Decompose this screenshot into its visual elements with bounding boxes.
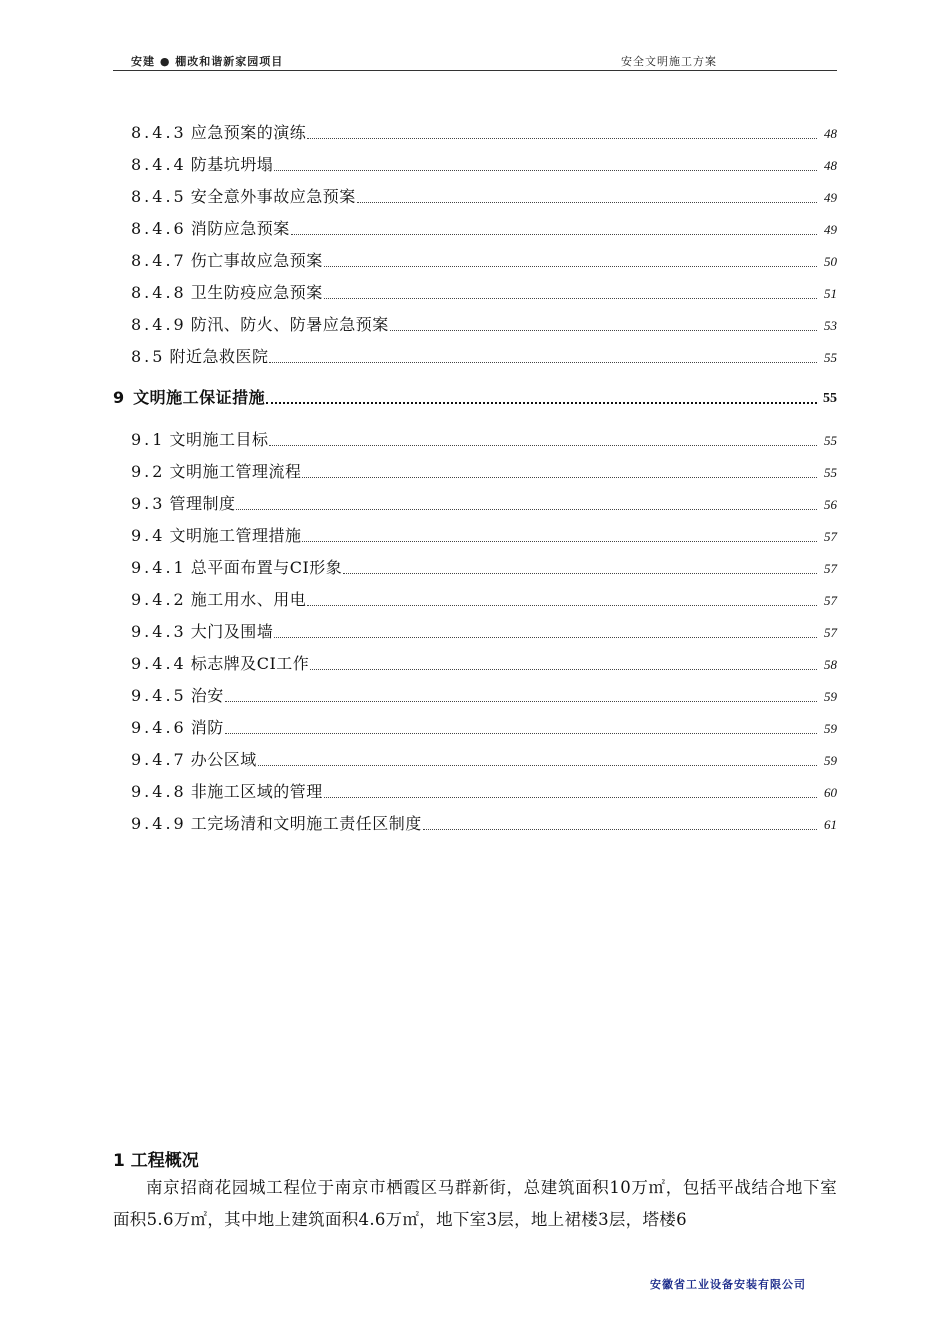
toc-page-number: 48 bbox=[824, 158, 837, 173]
toc-entry[interactable] bbox=[113, 460, 837, 482]
toc-dot-leader bbox=[343, 572, 817, 574]
toc-entry-number: 9.4.6 bbox=[131, 718, 187, 737]
toc-entry-label bbox=[131, 750, 257, 770]
toc-page-number: 59 bbox=[824, 689, 837, 704]
toc-entry-number: 9.2 bbox=[131, 462, 166, 481]
toc-entry[interactable] bbox=[113, 748, 837, 770]
toc-entry-number: 9.3 bbox=[131, 494, 166, 513]
toc-dot-leader bbox=[236, 508, 817, 510]
toc-dot-leader bbox=[302, 476, 817, 478]
toc-entry-title: 卫生防疫应急预案 bbox=[190, 283, 323, 302]
toc-entry[interactable] bbox=[113, 684, 837, 706]
toc-entry[interactable] bbox=[113, 588, 837, 610]
header-document-title: 安全文明施工方案 bbox=[621, 55, 717, 68]
toc-entry-title: 大门及围墙 bbox=[190, 622, 274, 641]
toc-dot-leader bbox=[307, 604, 817, 606]
toc-dot-leader bbox=[274, 169, 817, 171]
toc-entry[interactable] bbox=[113, 249, 837, 271]
toc-entry-number: 8.4.4 bbox=[131, 155, 187, 174]
toc-entry-number: 8.4.8 bbox=[131, 283, 187, 302]
toc-entry-label bbox=[131, 251, 323, 271]
toc-page-number: 55 bbox=[824, 350, 837, 365]
toc-entry[interactable] bbox=[113, 121, 837, 143]
toc-entry-title: 消防应急预案 bbox=[190, 219, 290, 238]
toc-page-number: 55 bbox=[824, 433, 837, 448]
toc-dot-leader bbox=[258, 764, 817, 766]
toc-entry-title: 非施工区域的管理 bbox=[190, 782, 323, 801]
toc-entry[interactable] bbox=[113, 281, 837, 303]
toc-entry-label bbox=[131, 283, 323, 303]
section-body bbox=[113, 1172, 837, 1236]
toc-entry[interactable] bbox=[113, 386, 837, 408]
toc-dot-leader bbox=[423, 828, 817, 830]
toc-entry-title: 管理制度 bbox=[169, 494, 236, 513]
toc-entry-label bbox=[131, 123, 306, 143]
toc-dot-leader bbox=[274, 636, 817, 638]
toc-page-number: 59 bbox=[824, 753, 837, 768]
toc-entry-number: 9 bbox=[113, 388, 128, 407]
toc-entry-label bbox=[113, 388, 265, 408]
toc-entry-number: 8.4.5 bbox=[131, 187, 187, 206]
toc-dot-leader bbox=[324, 297, 817, 299]
toc-entry-title: 文明施工目标 bbox=[169, 430, 269, 449]
toc-dot-leader bbox=[390, 329, 817, 331]
toc-entry[interactable] bbox=[113, 313, 837, 335]
toc-entry-number: 9.4.5 bbox=[131, 686, 187, 705]
toc-entry[interactable] bbox=[113, 428, 837, 450]
toc-entry-title: 伤亡事故应急预案 bbox=[190, 251, 323, 270]
toc-entry-label bbox=[131, 558, 342, 578]
toc-entry-label bbox=[131, 187, 356, 207]
toc-entry[interactable] bbox=[113, 652, 837, 674]
toc-entry-number: 9.4.7 bbox=[131, 750, 187, 769]
toc-entry-title: 消防 bbox=[190, 718, 224, 737]
toc-page-number: 48 bbox=[824, 126, 837, 141]
toc-entry-label bbox=[131, 347, 268, 367]
toc-dot-leader bbox=[225, 700, 817, 702]
toc-entry-label bbox=[131, 686, 224, 706]
toc-entry-label bbox=[131, 814, 422, 834]
toc-entry[interactable] bbox=[113, 812, 837, 834]
toc-dot-leader bbox=[357, 201, 817, 203]
toc-dot-leader bbox=[324, 796, 817, 798]
toc-page-number: 59 bbox=[824, 721, 837, 736]
toc-dot-leader bbox=[269, 444, 817, 446]
toc-page-number: 57 bbox=[824, 625, 837, 640]
toc-entry-label bbox=[131, 219, 290, 239]
toc-entry-number: 8.4.9 bbox=[131, 315, 187, 334]
toc-entry-title: 工完场清和文明施工责任区制度 bbox=[190, 814, 422, 833]
toc-entry-label bbox=[131, 782, 323, 802]
toc-entry-title: 文明施工保证措施 bbox=[133, 388, 266, 407]
toc-page-number: 58 bbox=[824, 657, 837, 672]
toc-dot-leader bbox=[310, 668, 817, 670]
toc-dot-leader bbox=[269, 361, 817, 363]
toc-entry-title: 文明施工管理流程 bbox=[169, 462, 302, 481]
toc-entry[interactable] bbox=[113, 716, 837, 738]
toc-page-number: 49 bbox=[824, 190, 837, 205]
toc-page-number: 49 bbox=[824, 222, 837, 237]
toc-page-number: 50 bbox=[824, 254, 837, 269]
toc-entry-title: 文明施工管理措施 bbox=[169, 526, 302, 545]
toc-dot-leader bbox=[266, 401, 817, 404]
toc-entry-title: 安全意外事故应急预案 bbox=[190, 187, 356, 206]
toc-entry[interactable] bbox=[113, 492, 837, 514]
toc-entry-label bbox=[131, 622, 273, 642]
toc-entry[interactable] bbox=[113, 153, 837, 175]
toc-dot-leader bbox=[302, 540, 817, 542]
toc-entry-label bbox=[131, 315, 389, 335]
toc-dot-leader bbox=[324, 265, 817, 267]
toc-entry-label bbox=[131, 494, 235, 514]
toc-entry[interactable] bbox=[113, 185, 837, 207]
toc-dot-leader bbox=[291, 233, 817, 235]
toc-entry-title: 附近急救医院 bbox=[169, 347, 269, 366]
toc-entry-number: 9.4 bbox=[131, 526, 166, 545]
toc-page-number: 55 bbox=[824, 465, 837, 480]
toc-entry-title: 施工用水、用电 bbox=[190, 590, 307, 609]
toc-entry-title: 应急预案的演练 bbox=[190, 123, 307, 142]
body-paragraph: 南京招商花园城工程位于南京市栖霞区马群新街，总建筑面积10万㎡，包括平战结合地下室面积5.6万㎡，其中地上建筑面积4.6万㎡，地下室3层，地上裙楼3层，塔楼6 bbox=[113, 1178, 837, 1229]
toc-entry-label bbox=[131, 654, 309, 674]
toc-page-number: 57 bbox=[824, 529, 837, 544]
toc-entry-label bbox=[131, 526, 301, 546]
toc-entry-label bbox=[131, 462, 301, 482]
toc-page-number: 55 bbox=[823, 391, 837, 406]
section-heading: 1 工程概况 bbox=[113, 1151, 199, 1171]
toc-entry[interactable] bbox=[113, 620, 837, 642]
toc-page-number: 61 bbox=[824, 817, 837, 832]
toc-dot-leader bbox=[307, 137, 817, 139]
toc-entry[interactable] bbox=[113, 780, 837, 802]
toc-entry-number: 9.4.8 bbox=[131, 782, 187, 801]
page-header bbox=[113, 52, 837, 71]
header-project-name: 安建 ● 棚改和谐新家园项目 bbox=[131, 55, 284, 68]
toc-page-number: 51 bbox=[824, 286, 837, 301]
toc-entry-title: 防汛、防火、防暑应急预案 bbox=[190, 315, 389, 334]
toc-page-number: 60 bbox=[824, 785, 837, 800]
toc-entry-number: 8.4.6 bbox=[131, 219, 187, 238]
toc-entry-label bbox=[131, 155, 273, 175]
toc-dot-leader bbox=[225, 732, 817, 734]
toc-entry-number: 9.4.4 bbox=[131, 654, 187, 673]
toc-entry[interactable] bbox=[113, 524, 837, 546]
toc-entry-title: 办公区域 bbox=[190, 750, 257, 769]
toc-entry-title: 防基坑坍塌 bbox=[190, 155, 274, 174]
toc-entry-label bbox=[131, 718, 224, 738]
toc-entry-title: 标志牌及CI工作 bbox=[190, 654, 310, 673]
toc-entry-title: 治安 bbox=[190, 686, 224, 705]
toc-page-number: 57 bbox=[824, 593, 837, 608]
page-footer-company: 安徽省工业设备安装有限公司 bbox=[650, 1278, 806, 1291]
toc-entry-number: 9.4.1 bbox=[131, 558, 187, 577]
toc-page-number: 57 bbox=[824, 561, 837, 576]
toc-entry-number: 8.4.3 bbox=[131, 123, 187, 142]
toc-page-number: 53 bbox=[824, 318, 837, 333]
toc-entry[interactable] bbox=[113, 345, 837, 367]
toc-entry-number: 8.4.7 bbox=[131, 251, 187, 270]
toc-entry-number: 9.4.3 bbox=[131, 622, 187, 641]
toc-entry[interactable] bbox=[113, 556, 837, 578]
toc-entry[interactable] bbox=[113, 217, 837, 239]
toc-entry-number: 9.4.2 bbox=[131, 590, 187, 609]
toc-entry-number: 9.1 bbox=[131, 430, 166, 449]
toc-entry-title: 总平面布置与CI形象 bbox=[190, 558, 343, 577]
toc-entry-number: 8.5 bbox=[131, 347, 166, 366]
toc-entry-number: 9.4.9 bbox=[131, 814, 187, 833]
toc-page-number: 56 bbox=[824, 497, 837, 512]
toc-entry-label bbox=[131, 590, 306, 610]
toc-entry-label bbox=[131, 430, 268, 450]
